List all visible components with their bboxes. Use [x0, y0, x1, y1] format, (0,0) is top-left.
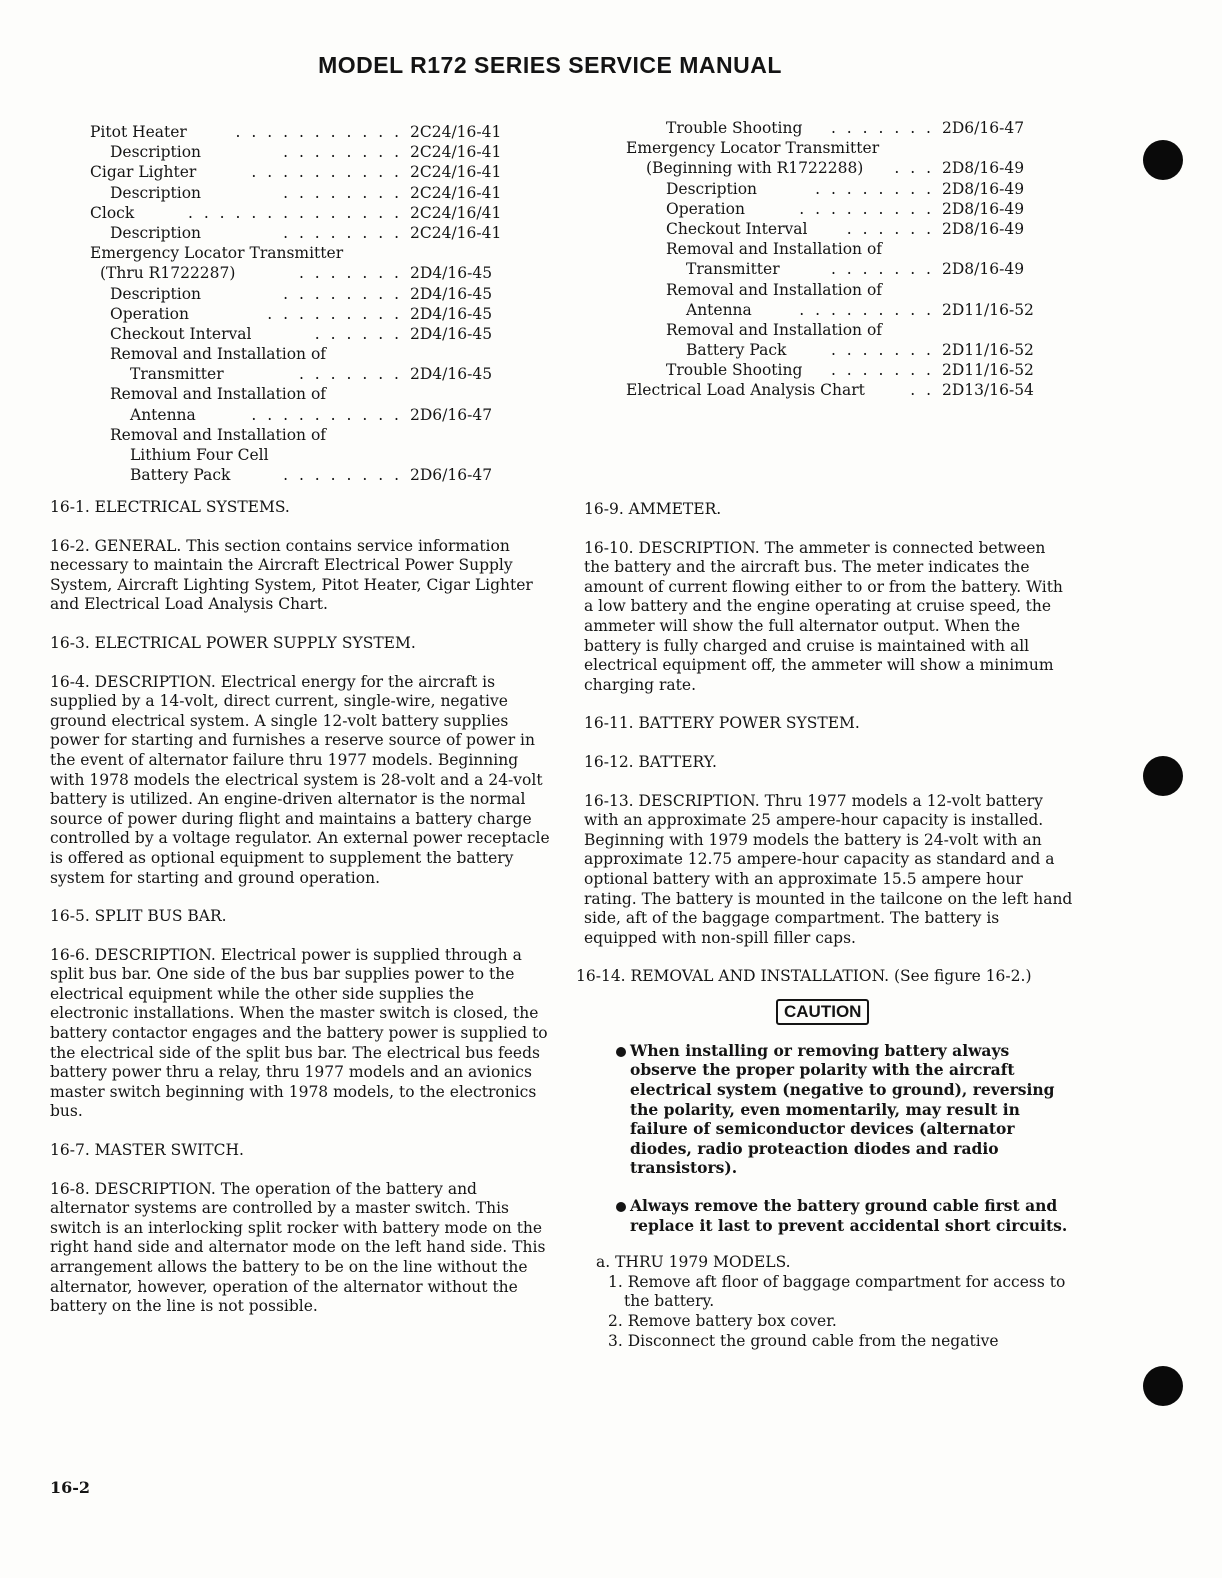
- toc-entry-label: Removal and Installation of: [666, 240, 883, 259]
- caution-bullet-1-text: When installing or removing battery always observe the proper polarity with the aircraft electrical system (negative to ground), reversing the polarity, even momentarily, may result in failure of semiconductor devices (alternator diodes, radio proteaction diodes and radio transistors).: [630, 1040, 1055, 1178]
- toc-entry-label: Transmitter: [130, 365, 224, 384]
- caution-bullet-2: [616, 1196, 1074, 1235]
- toc-leader-dots: . . . . . . . . . . . . . .: [187, 203, 402, 222]
- toc-leader-dots: . . . . . . . . . .: [251, 163, 402, 182]
- toc-entry-page: 2C24/16-41: [410, 143, 502, 162]
- caution-bullet-1: [616, 1041, 1074, 1178]
- toc-entry-label: Description: [110, 223, 202, 242]
- toc-left: [90, 122, 510, 485]
- toc-leader-dots: . . .: [894, 159, 934, 178]
- section-heading-16-9: 16-9. AMMETER.: [584, 500, 722, 518]
- toc-entry: [626, 118, 1056, 138]
- toc-right: [626, 118, 1056, 401]
- toc-entry-page: 2D6/16-47: [942, 119, 1025, 137]
- toc-entry: [626, 280, 1056, 300]
- caution-bullet-2-text: Always remove the battery ground cable first and replace it last to prevent accidental short circuits.: [630, 1196, 1068, 1235]
- toc-entry: [90, 243, 510, 263]
- toc-entry: [90, 284, 510, 304]
- toc-leader-dots: . . . . . . . .: [283, 223, 402, 242]
- toc-entry-label: Transmitter: [686, 260, 780, 279]
- toc-entry: [90, 183, 510, 203]
- toc-entry-label: (Beginning with R1722288): [646, 159, 864, 178]
- toc-entry: [626, 300, 1056, 320]
- toc-entry: [626, 179, 1056, 199]
- toc-entry: [626, 239, 1056, 259]
- toc-entry-page: 2C24/16-41: [410, 183, 502, 202]
- toc-entry-label: Trouble Shooting: [666, 361, 803, 380]
- toc-entry: [626, 340, 1056, 360]
- toc-entry-label: Removal and Installation of: [666, 280, 883, 299]
- toc-leader-dots: . . . . . .: [846, 219, 934, 238]
- toc-leader-dots: . . . . . .: [314, 324, 402, 343]
- binder-hole-icon: [1143, 756, 1183, 796]
- toc-entry-label: Removal and Installation of: [110, 425, 327, 444]
- toc-entry: [90, 425, 510, 445]
- toc-leader-dots: . . . . . . .: [830, 119, 934, 137]
- paragraph: 16-6. DESCRIPTION. Electrical power is supplied through a split bus bar. One side of the bus bar supplies power to the electrical equipment while the other side supplies the electronic installations. When the master switch is closed, the battery contactor engages and the battery power is supplied to the electrical side of the split bus bar. The electrical bus feeds battery power thru a relay, thru 1977 models and an avionics master switch beginning with 1978 models, to the electronics bus.: [50, 945, 548, 1121]
- toc-leader-dots: . . . . . . .: [830, 260, 934, 279]
- toc-entry-page: 2C24/16/41: [410, 203, 502, 222]
- toc-entry-page: 2D8/16-49: [942, 199, 1025, 218]
- toc-entry-label: Emergency Locator Transmitter: [626, 139, 880, 158]
- toc-leader-dots: . . . . . . . .: [283, 466, 402, 485]
- step-2: 2. Remove battery box cover.: [608, 1312, 837, 1330]
- caution-label: CAUTION: [776, 999, 869, 1025]
- toc-entry: [626, 219, 1056, 239]
- toc-entry-label: Antenna: [686, 300, 752, 319]
- toc-leader-dots: . . . . . . . . .: [799, 300, 934, 319]
- toc-entry-page: 2D11/16-52: [942, 300, 1034, 319]
- toc-entry-label: (Thru R1722287): [100, 264, 236, 283]
- toc-entry-label: Removal and Installation of: [666, 320, 883, 339]
- toc-entry-label: Checkout Interval: [110, 324, 252, 343]
- right-column: [576, 500, 1074, 1351]
- toc-entry: [90, 324, 510, 344]
- toc-entry: [626, 259, 1056, 279]
- toc-entry-page: 2D13/16-54: [942, 381, 1034, 400]
- toc-entry: [90, 142, 510, 162]
- bullet-dot-icon: [616, 1047, 626, 1057]
- paragraph: 16-4. DESCRIPTION. Electrical energy for the aircraft is supplied by a 14-volt, direct current, single-wire, negative ground electrical system. A single 12-volt battery supplies power for starting and furnishes a reserve source of power in the event of alternator failure thru 1977 models. Beginning with 1978 models the electrical system is 28-volt and a 24-volt battery is utilized. An engine-driven alternator is the normal source of power during flight and maintains a battery charge controlled by a voltage regulator. An external power receptacle is offered as optional equipment to supplement the battery system for starting and ground operation.: [50, 672, 550, 887]
- toc-entry: [626, 380, 1056, 400]
- toc-entry: [626, 199, 1056, 219]
- paragraph-16-14: 16-14. REMOVAL AND INSTALLATION. (See figure 16-2.): [576, 967, 1032, 986]
- toc-entry: [90, 445, 510, 465]
- toc-entry-label: Cigar Lighter: [90, 163, 197, 182]
- toc-entry-label: Battery Pack: [686, 341, 787, 360]
- toc-entry-page: 2D6/16-47: [410, 405, 493, 424]
- section-heading-16-11: 16-11. BATTERY POWER SYSTEM.: [584, 714, 860, 733]
- page-number: 16-2: [50, 1478, 91, 1497]
- toc-entry: [90, 364, 510, 384]
- toc-leader-dots: . . . . . . . . .: [267, 304, 402, 323]
- binder-hole-icon: [1143, 1366, 1183, 1406]
- toc-entry: [90, 122, 510, 142]
- step-1: 1. Remove aft floor of baggage compartment for access to the battery.: [608, 1272, 1066, 1311]
- paragraph: 16-8. DESCRIPTION. The operation of the battery and alternator systems are controlled by a master switch. This switch is an interlocking split rocker with battery mode on the right hand side and alternator mode on the left hand side. This arrangement allows the battery to be on the line without the alternator, however, operation of the alternator without the battery on the line is not possible.: [50, 1179, 546, 1316]
- binder-hole-icon: [1143, 140, 1183, 180]
- toc-entry-label: Operation: [666, 199, 745, 218]
- toc-entry-label: Emergency Locator Transmitter: [90, 244, 344, 263]
- step-3: 3. Disconnect the ground cable from the negative: [608, 1331, 999, 1350]
- toc-entry-label: Removal and Installation of: [110, 385, 327, 404]
- toc-leader-dots: . . . . . . . .: [283, 183, 402, 202]
- toc-leader-dots: . . . . . . .: [830, 361, 934, 380]
- toc-entry-page: 2C24/16-41: [410, 223, 502, 242]
- toc-leader-dots: . . . . . . . .: [283, 284, 402, 303]
- toc-entry-label: Pitot Heater: [90, 123, 187, 141]
- section-heading: 16-5. SPLIT BUS BAR.: [50, 907, 227, 926]
- toc-entry-page: 2D11/16-52: [942, 341, 1034, 360]
- toc-entry-page: 2C24/16-41: [410, 123, 502, 141]
- paragraph-16-10: 16-10. DESCRIPTION. The ammeter is connected between the battery and the aircraft bus. The meter indicates the amount of current flowing either to or from the battery. With a low battery and the engine operating at cruise speed, the ammeter will show the full alternator output. When the battery is fully charged and cruise is maintained with all electrical equipment off, the ammeter will show a minimum charging rate.: [584, 538, 1063, 694]
- toc-leader-dots: . . . . . . .: [298, 264, 402, 283]
- toc-entry-label: Trouble Shooting: [666, 119, 803, 137]
- toc-entry: [90, 162, 510, 182]
- toc-entry: [626, 320, 1056, 340]
- section-heading: 16-7. MASTER SWITCH.: [50, 1141, 244, 1160]
- toc-entry-page: 2D11/16-52: [942, 361, 1034, 380]
- toc-entry-label: Lithium Four Cell: [130, 446, 269, 464]
- toc-leader-dots: . .: [910, 381, 934, 400]
- toc-entry-label: Antenna: [130, 405, 196, 424]
- toc-leader-dots: . . . . . . . .: [815, 179, 934, 198]
- toc-entry: [90, 223, 510, 243]
- toc-leader-dots: . . . . . . . .: [283, 143, 402, 162]
- section-heading-16-12: 16-12. BATTERY.: [584, 752, 717, 771]
- toc-entry-page: 2D4/16-45: [410, 324, 493, 343]
- toc-entry-label: Description: [110, 284, 202, 303]
- toc-entry-page: 2D4/16-45: [410, 365, 493, 384]
- toc-entry: [90, 405, 510, 425]
- page-title: MODEL R172 SERIES SERVICE MANUAL: [318, 52, 782, 78]
- subsection-a: a. THRU 1979 MODELS.: [596, 1253, 791, 1272]
- toc-entry-page: 2D4/16-45: [410, 284, 493, 303]
- toc-entry-page: 2D8/16-49: [942, 179, 1025, 198]
- toc-entry-page: 2D8/16-49: [942, 219, 1025, 238]
- toc-entry-label: Operation: [110, 304, 189, 323]
- toc-entry-page: 2D4/16-45: [410, 264, 493, 283]
- paragraph-16-13: 16-13. DESCRIPTION. Thru 1977 models a 12-volt battery with an approximate 25 ampere-hour capacity is installed. Beginning with 1979 models the battery is 24-volt with an approximate 12.75 ampere-hour capacity as standard and a optional battery with an approximate 15.5 ampere hour rating. The battery is mounted in the tailcone on the left hand side, aft of the baggage compartment. The battery is equipped with non-spill filler caps.: [584, 791, 1073, 947]
- section-heading: 16-3. ELECTRICAL POWER SUPPLY SYSTEM.: [50, 633, 416, 652]
- toc-entry: [90, 203, 510, 223]
- toc-entry-label: Battery Pack: [130, 466, 231, 485]
- section-heading: 16-1. ELECTRICAL SYSTEMS.: [50, 498, 290, 516]
- toc-entry: [626, 360, 1056, 380]
- toc-entry-label: Clock: [90, 203, 135, 222]
- toc-entry: [90, 384, 510, 404]
- paragraph: 16-2. GENERAL. This section contains service information necessary to maintain the Aircraft Electrical Power Supply System, Aircraft Lighting System, Pitot Heater, Cigar Lighter and Electrical Load Analysis Chart.: [50, 536, 533, 614]
- toc-entry-label: Removal and Installation of: [110, 345, 327, 364]
- toc-entry: [626, 138, 1056, 158]
- toc-leader-dots: . . . . . . .: [830, 341, 934, 360]
- toc-entry-page: 2D4/16-45: [410, 304, 493, 323]
- toc-entry-label: Description: [110, 143, 202, 162]
- toc-entry: [90, 263, 510, 283]
- toc-entry-page: 2D8/16-49: [942, 159, 1025, 178]
- toc-leader-dots: . . . . . . . . . .: [251, 405, 402, 424]
- toc-entry-page: 2C24/16-41: [410, 163, 502, 182]
- toc-entry-label: Description: [666, 179, 758, 198]
- toc-entry-page: 2D8/16-49: [942, 260, 1025, 279]
- left-column: [50, 498, 550, 1336]
- toc-leader-dots: . . . . . . .: [298, 365, 402, 384]
- toc-entry: [90, 344, 510, 364]
- toc-entry-label: Checkout Interval: [666, 219, 808, 238]
- toc-entry-label: Description: [110, 183, 202, 202]
- toc-entry: [90, 304, 510, 324]
- toc-entry: [626, 158, 1056, 178]
- toc-entry-page: 2D6/16-47: [410, 466, 493, 485]
- bullet-dot-icon: [616, 1202, 626, 1212]
- toc-entry: [90, 465, 510, 485]
- toc-leader-dots: . . . . . . . . .: [799, 199, 934, 218]
- toc-entry-label: Electrical Load Analysis Chart: [626, 381, 865, 400]
- toc-leader-dots: . . . . . . . . . . .: [235, 123, 402, 141]
